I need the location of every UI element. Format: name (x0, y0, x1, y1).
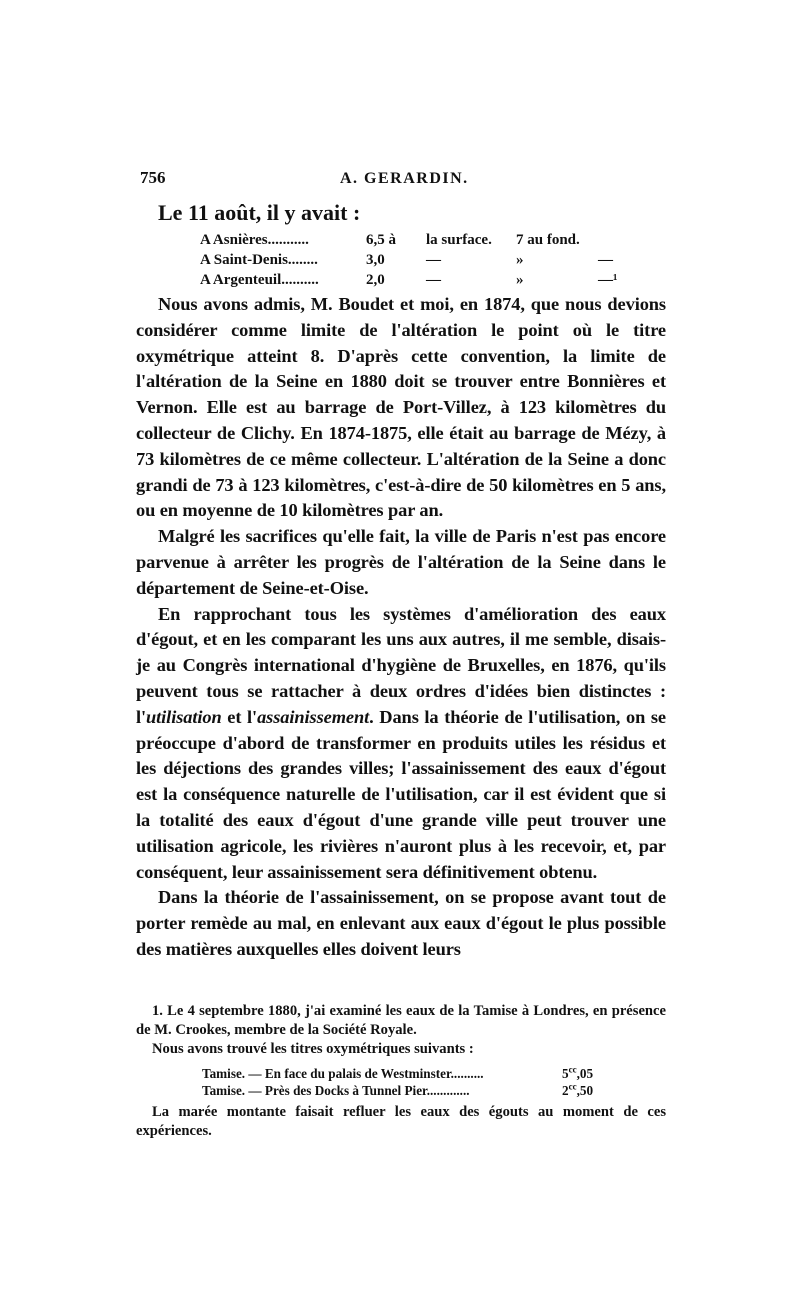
intro-line: Le 11 août, il y avait : (158, 200, 361, 225)
footnote-table (202, 1065, 666, 1099)
text-run: En rapprochant tous les systèmes d'amélioration des eaux d'égout, et en les comparant les uns aux autres, il me semble, disais-je au Congrès international d'hygiène de Bruxelles, en 1876, qu'ils peuvent tous se rattacher à deux ordres d'idées bien distinctes : l' (136, 603, 666, 727)
where-cell: — (426, 272, 441, 288)
paragraph (136, 602, 666, 886)
value-cell: 2,0 (366, 272, 385, 288)
place-cell: A Argenteuil.......... (200, 272, 319, 288)
footnote-row (202, 1082, 666, 1099)
footnote-text: 1. Le 4 septembre 1880, j'ai examiné les eaux de la Tamise à Londres, en présence de M. Crookes, membre de la Société Royale. (136, 1003, 666, 1038)
value2-cell: » (516, 272, 524, 288)
page-header (140, 168, 670, 192)
place-cell: A Asnières........... (200, 232, 309, 248)
paragraph: Nous avons admis, M. Boudet et moi, en 1874, que nous devions considérer comme limite de l'altération le point où le titre oxymétrique atteint 8. D'après cette convention, la limite de l'altération de la Seine en 1880 doit se trouver entre Bonnières et Vernon. Elle est au barrage de Port-Villez, à 123 kilomètres du collecteur de Clichy. En 1874-1875, elle était au barrage de Mézy, à 73 kilomètres de ce même collecteur. L'altération de la Seine a donc grandi de 73 à 123 kilomètres, c'est-à-dire de 50 kilomètres en 5 ans, ou en moyenne de 10 kilomètres par an. (136, 294, 666, 521)
where-cell: la surface. (426, 232, 492, 248)
value-cell: 6,5 à (366, 232, 396, 248)
footnote-row-value: $5^{cc},05$ (562, 1064, 594, 1081)
footnote-row-label: Tamise. — Près des Docks à Tunnel Pier............. (202, 1083, 470, 1098)
text-run: . Dans la théorie de l'utilisation, on se préoccupe d'abord de transformer en produits utiles les résidus et les déjections des grandes villes; l'assainissement des eaux d'égout est la conséquence naturelle de l'utilisation, car il est évident que si la totalité des eaux d'égout d'une grande ville peut trouver une utilisation agricole, les rivières n'auront plus à les recevoir, et, par conséquent, leur assainissement sera définitivement obtenu. (136, 706, 666, 882)
footnote (136, 1002, 666, 1141)
value-cell: 3,0 (366, 252, 385, 268)
where-cell: — (426, 252, 441, 268)
paragraph: Dans la théorie de l'assainissement, on se propose avant tout de porter remède au mal, en enlevant aux eaux d'égout le plus possible des matières auxquelles elles doivent leurs (136, 887, 666, 959)
value3-cell: — (598, 252, 613, 268)
body-text (136, 292, 666, 963)
paragraph: Malgré les sacrifices qu'elle fait, la ville de Paris n'est pas encore parvenue à arrêter les progrès de l'altération de la Seine dans le département de Seine-et-Oise. (136, 526, 666, 598)
text-run: et l' (221, 706, 258, 727)
emphasis-utilisation: utilisation (146, 706, 222, 727)
page-number: 756 (140, 168, 166, 187)
running-head: A. GERARDIN. (340, 170, 469, 187)
footnote-row-label: Tamise. — En face du palais de Westminster.......... (202, 1066, 484, 1081)
footnote-row-value: $2^{cc},50$ (562, 1081, 594, 1098)
value2-cell: » (516, 252, 524, 268)
value3-cell: —¹ (598, 272, 618, 288)
footnote-text: La marée montante faisait refluer les eaux des égouts au moment de ces expériences. (136, 1104, 666, 1139)
emphasis-assainissement: assainissement (257, 706, 370, 727)
value2-cell: 7 au fond. (516, 232, 580, 248)
place-cell: A Saint-Denis........ (200, 252, 318, 268)
footnote-text: Nous avons trouvé les titres oxymétriques suivants : (152, 1041, 474, 1057)
footnote-row (202, 1065, 666, 1082)
